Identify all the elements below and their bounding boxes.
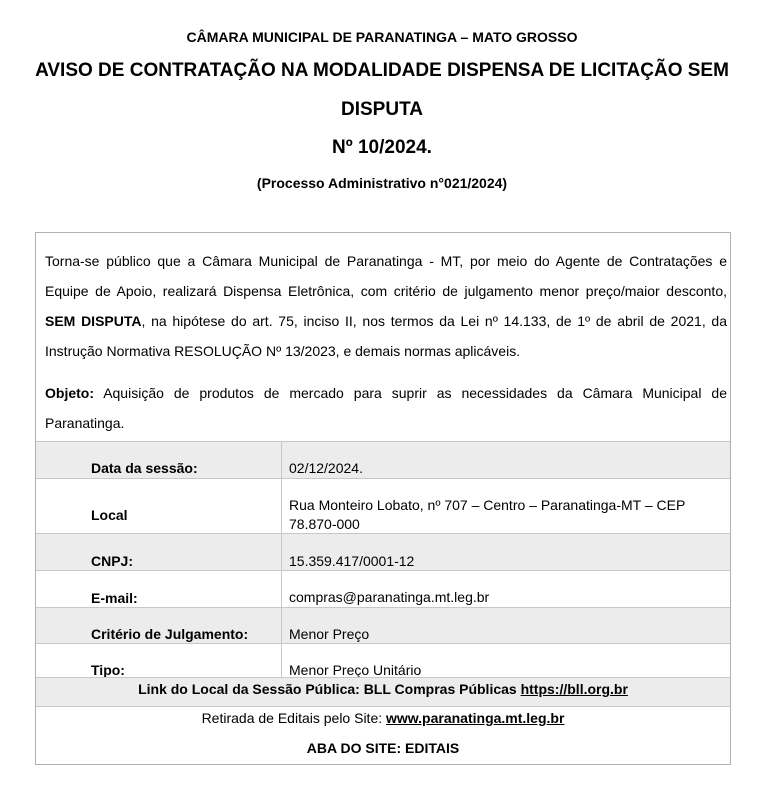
- session-link[interactable]: https://bll.org.br: [520, 681, 628, 697]
- site-tab-note: ABA DO SITE: EDITAIS: [306, 740, 460, 756]
- intro-text-1: Torna-se público que a Câmara Municipal de Paranatinga - MT, por meio do Agente de Contratações e Equipe de Apoio, realizará Dispensa Eletrônica, com critério de julgamento menor preço/maior desconto,: [45, 253, 727, 299]
- notice-box: [35, 232, 731, 765]
- detail-label: Tipo:: [91, 662, 125, 677]
- detail-row-local: [36, 478, 730, 533]
- detail-row-criterio: [36, 607, 730, 643]
- detail-label: CNPJ:: [91, 553, 134, 569]
- detail-row-email: [36, 570, 730, 607]
- notice-title-line2: DISPUTA: [341, 99, 423, 120]
- detail-row-date: [36, 441, 730, 478]
- detail-value: Menor Preço: [289, 626, 370, 642]
- detail-value: compras@paranatinga.mt.leg.br: [289, 589, 490, 605]
- detail-value: Rua Monteiro Lobato, nº 707 – Centro – Paranatinga-MT – CEP 78.870-000: [289, 497, 686, 532]
- notice-title-line1: AVISO DE CONTRATAÇÃO NA MODALIDADE DISPENSA DE LICITAÇÃO SEM: [35, 60, 729, 81]
- detail-row-tipo: [36, 643, 730, 677]
- edital-label: Retirada de Editais pelo Site:: [201, 710, 383, 726]
- detail-label: Critério de Julgamento:: [91, 626, 249, 642]
- detail-label: Data da sessão:: [91, 460, 198, 476]
- organization-name: CÂMARA MUNICIPAL DE PARANATINGA – MATO GROSSO: [186, 29, 578, 45]
- objeto-label: Objeto:: [45, 385, 94, 401]
- edital-row: [36, 710, 730, 726]
- detail-value: Menor Preço Unitário: [289, 662, 422, 677]
- objeto-text: Aquisição de produtos de mercado para suprir as necessidades da Câmara Municipal de Paranatinga.: [45, 385, 727, 431]
- detail-value: 15.359.417/0001-12: [289, 553, 415, 569]
- session-link-row: [36, 677, 730, 707]
- detail-label: Local: [91, 507, 128, 523]
- detail-row-cnpj: [36, 533, 730, 570]
- edital-link[interactable]: www.paranatinga.mt.leg.br: [386, 710, 565, 726]
- column-divider: [281, 441, 282, 678]
- process-number: (Processo Administrativo n°021/2024): [256, 175, 508, 191]
- intro-text-2: , na hipótese do art. 75, inciso II, nos termos da Lei nº 14.133, de 1º de abril de 2021, da Instrução Normativa RESOLUÇÃO Nº 13/2023, e demais normas aplicáveis.: [45, 313, 728, 359]
- intro-bold: SEM DISPUTA: [45, 313, 142, 329]
- detail-label: E-mail:: [91, 590, 138, 606]
- notice-number: Nº 10/2024.: [332, 137, 432, 158]
- detail-value: 02/12/2024.: [289, 460, 363, 476]
- intro-paragraph: [45, 246, 727, 366]
- session-link-label: Link do Local da Sessão Pública: BLL Compras Públicas: [138, 681, 517, 697]
- objeto-paragraph: [45, 378, 727, 438]
